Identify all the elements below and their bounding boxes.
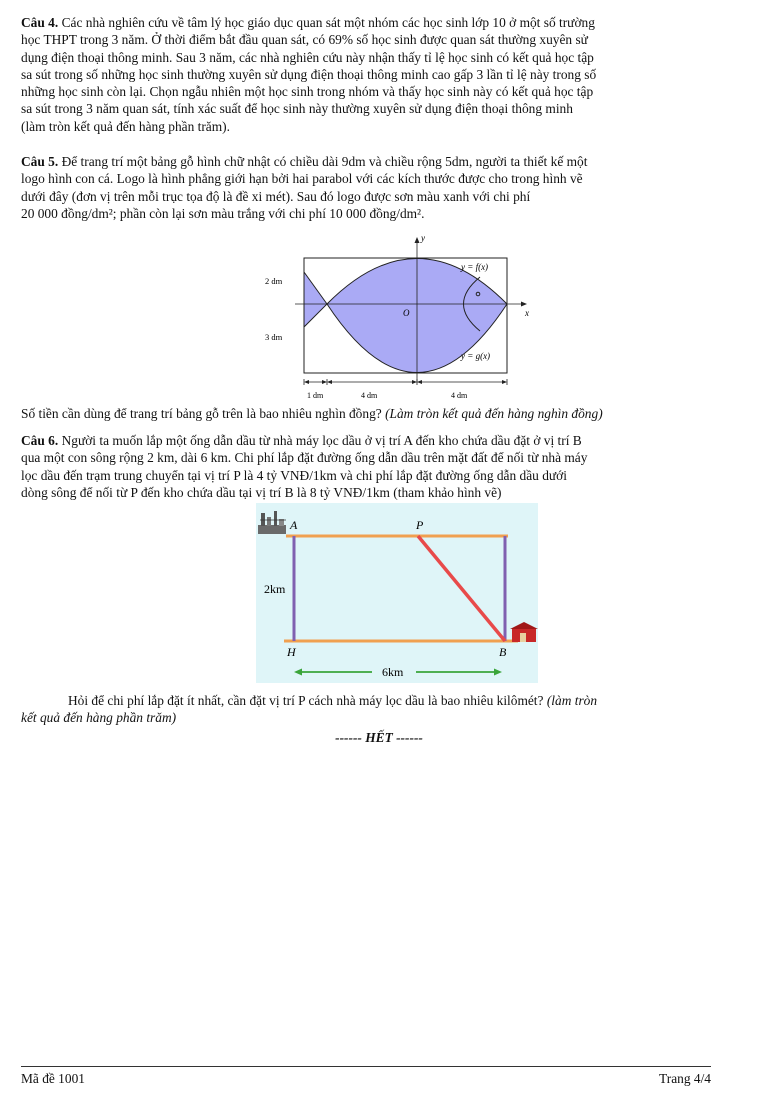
question-6-line-3: lọc dầu đến trạm trung chuyển tại vị trí P là 4 tỷ VNĐ/1km và chi phí lắp đặt đường ống dẫn dầu dưới bbox=[21, 467, 567, 483]
question-4-line-7: (làm tròn kết quả đến hàng phần trăm). bbox=[21, 118, 230, 134]
question-5-line-1: Để trang trí một bảng gỗ hình chữ nhật có chiều dài 9dm và chiều rộng 5dm, người ta thiết kế một bbox=[61, 154, 588, 169]
question-6 bbox=[21, 432, 711, 501]
question-4 bbox=[21, 14, 711, 135]
x-axis-label: x bbox=[525, 308, 529, 318]
question-6-label: Câu 6. bbox=[21, 433, 59, 448]
dim-4dm-right: 4 dm bbox=[451, 391, 468, 400]
question-5-question: Số tiền cần dùng để trang trí bảng gỗ trên là bao nhiêu nghìn đồng? bbox=[21, 406, 382, 421]
question-5-line-4: 20 000 đồng/dm²; phần còn lại sơn màu trắng với chi phí 10 000 đồng/dm². bbox=[21, 205, 425, 221]
fish-tail bbox=[304, 272, 327, 327]
question-6-note-2: kết quả đến hàng phần trăm) bbox=[21, 710, 177, 726]
river-length-label: 6km bbox=[382, 665, 404, 679]
question-4-line-4: sa sút trong số những học sinh thường xuyên sử dụng điện thoại thông minh cao gấp 3 lần tỉ lệ này trong số bbox=[21, 66, 597, 82]
footer-divider bbox=[21, 1066, 711, 1067]
question-5 bbox=[21, 153, 711, 222]
question-4-line-1: Các nhà nghiên cứu về tâm lý học giáo dục quan sát một nhóm các học sinh lớp 10 ở một số trường bbox=[61, 15, 595, 30]
question-5-line-3: dưới đây (đơn vị trên mỗi trục tọa độ là đề xi mét). Sau đó logo được sơn màu xanh với chi phí bbox=[21, 188, 531, 204]
question-5-note: (Làm tròn kết quả đến hàng nghìn đồng) bbox=[385, 406, 603, 421]
bottom-dimensions bbox=[304, 379, 507, 385]
river-background bbox=[256, 503, 538, 683]
question-4-line-6: sa sút trong 3 năm quan sát, tính xác suất để học sinh này thường xuyên sử dụng điện thoại thông minh bbox=[21, 101, 573, 117]
question-4-line-5: những học sinh còn lại. Chọn ngẫu nhiên một học sinh trong nhóm và thấy học sinh này có kết quả học tập bbox=[21, 84, 594, 100]
g-curve-label: y = g(x) bbox=[461, 351, 491, 361]
question-6-note-1: (làm tròn bbox=[546, 693, 598, 708]
question-5-line-2: logo hình con cá. Logo là hình phẳng giới hạn bởi hai parabol với các kích thước được cho trong hình vẽ bbox=[21, 171, 583, 187]
y-axis-arrow bbox=[415, 237, 420, 243]
point-p-label: P bbox=[416, 518, 424, 532]
fish-logo-figure bbox=[255, 228, 545, 408]
dim-4dm-left: 4 dm bbox=[361, 391, 378, 400]
question-6-ask bbox=[21, 692, 711, 727]
f-curve-label: y = f(x) bbox=[461, 262, 489, 272]
question-6-line-2: qua một con sông rộng 2 km, dài 6 km. Chi phí lắp đặt đường ống dẫn dầu trên mặt đất để nối từ nhà máy bbox=[21, 450, 588, 466]
x-axis-arrow bbox=[521, 302, 527, 307]
river-width-label: 2km bbox=[264, 582, 286, 596]
question-4-line-2: học THPT trong 3 năm. Ở thời điểm bắt đầu quan sát, có 69% số học sinh được quan sát thường xuyên sử bbox=[21, 32, 588, 48]
origin-label: O bbox=[403, 308, 410, 318]
dim-2dm: 2 dm bbox=[265, 276, 283, 286]
y-axis-label: y bbox=[421, 233, 425, 243]
river-pipeline-figure bbox=[256, 503, 538, 683]
end-mark: ------ HẾT ------ bbox=[335, 730, 423, 745]
question-4-line-3: dụng điện thoại thông minh. Sau 3 năm, các nhà nghiên cứu này nhận thấy tỉ lệ học sinh có kết quả học tập bbox=[21, 49, 594, 65]
point-b-label: B bbox=[499, 645, 507, 659]
dim-1dm: 1 dm bbox=[307, 391, 324, 400]
question-6-question: Hỏi để chi phí lắp đặt ít nhất, cần đặt vị trí P cách nhà máy lọc dầu là bao nhiêu kilômét? bbox=[68, 693, 544, 708]
page-number: Trang 4/4 bbox=[659, 1071, 711, 1086]
question-6-line-4: dòng sông để nối từ P đến kho chứa dầu tại vị trí B là 8 tỷ VNĐ/1km (tham khảo hình vẽ) bbox=[21, 484, 502, 500]
exam-code: Mã đề 1001 bbox=[21, 1071, 85, 1086]
question-4-label: Câu 4. bbox=[21, 15, 59, 30]
question-5-label: Câu 5. bbox=[21, 154, 59, 169]
point-a-label: A bbox=[290, 518, 298, 532]
question-6-line-1: Người ta muốn lắp một ống dẫn dầu từ nhà máy lọc dầu ở vị trí A đến kho chứa dầu đặt ở vị trí B bbox=[61, 433, 582, 448]
point-h-label: H bbox=[287, 645, 296, 659]
question-5-ask bbox=[21, 405, 711, 422]
dim-3dm: 3 dm bbox=[265, 332, 283, 342]
